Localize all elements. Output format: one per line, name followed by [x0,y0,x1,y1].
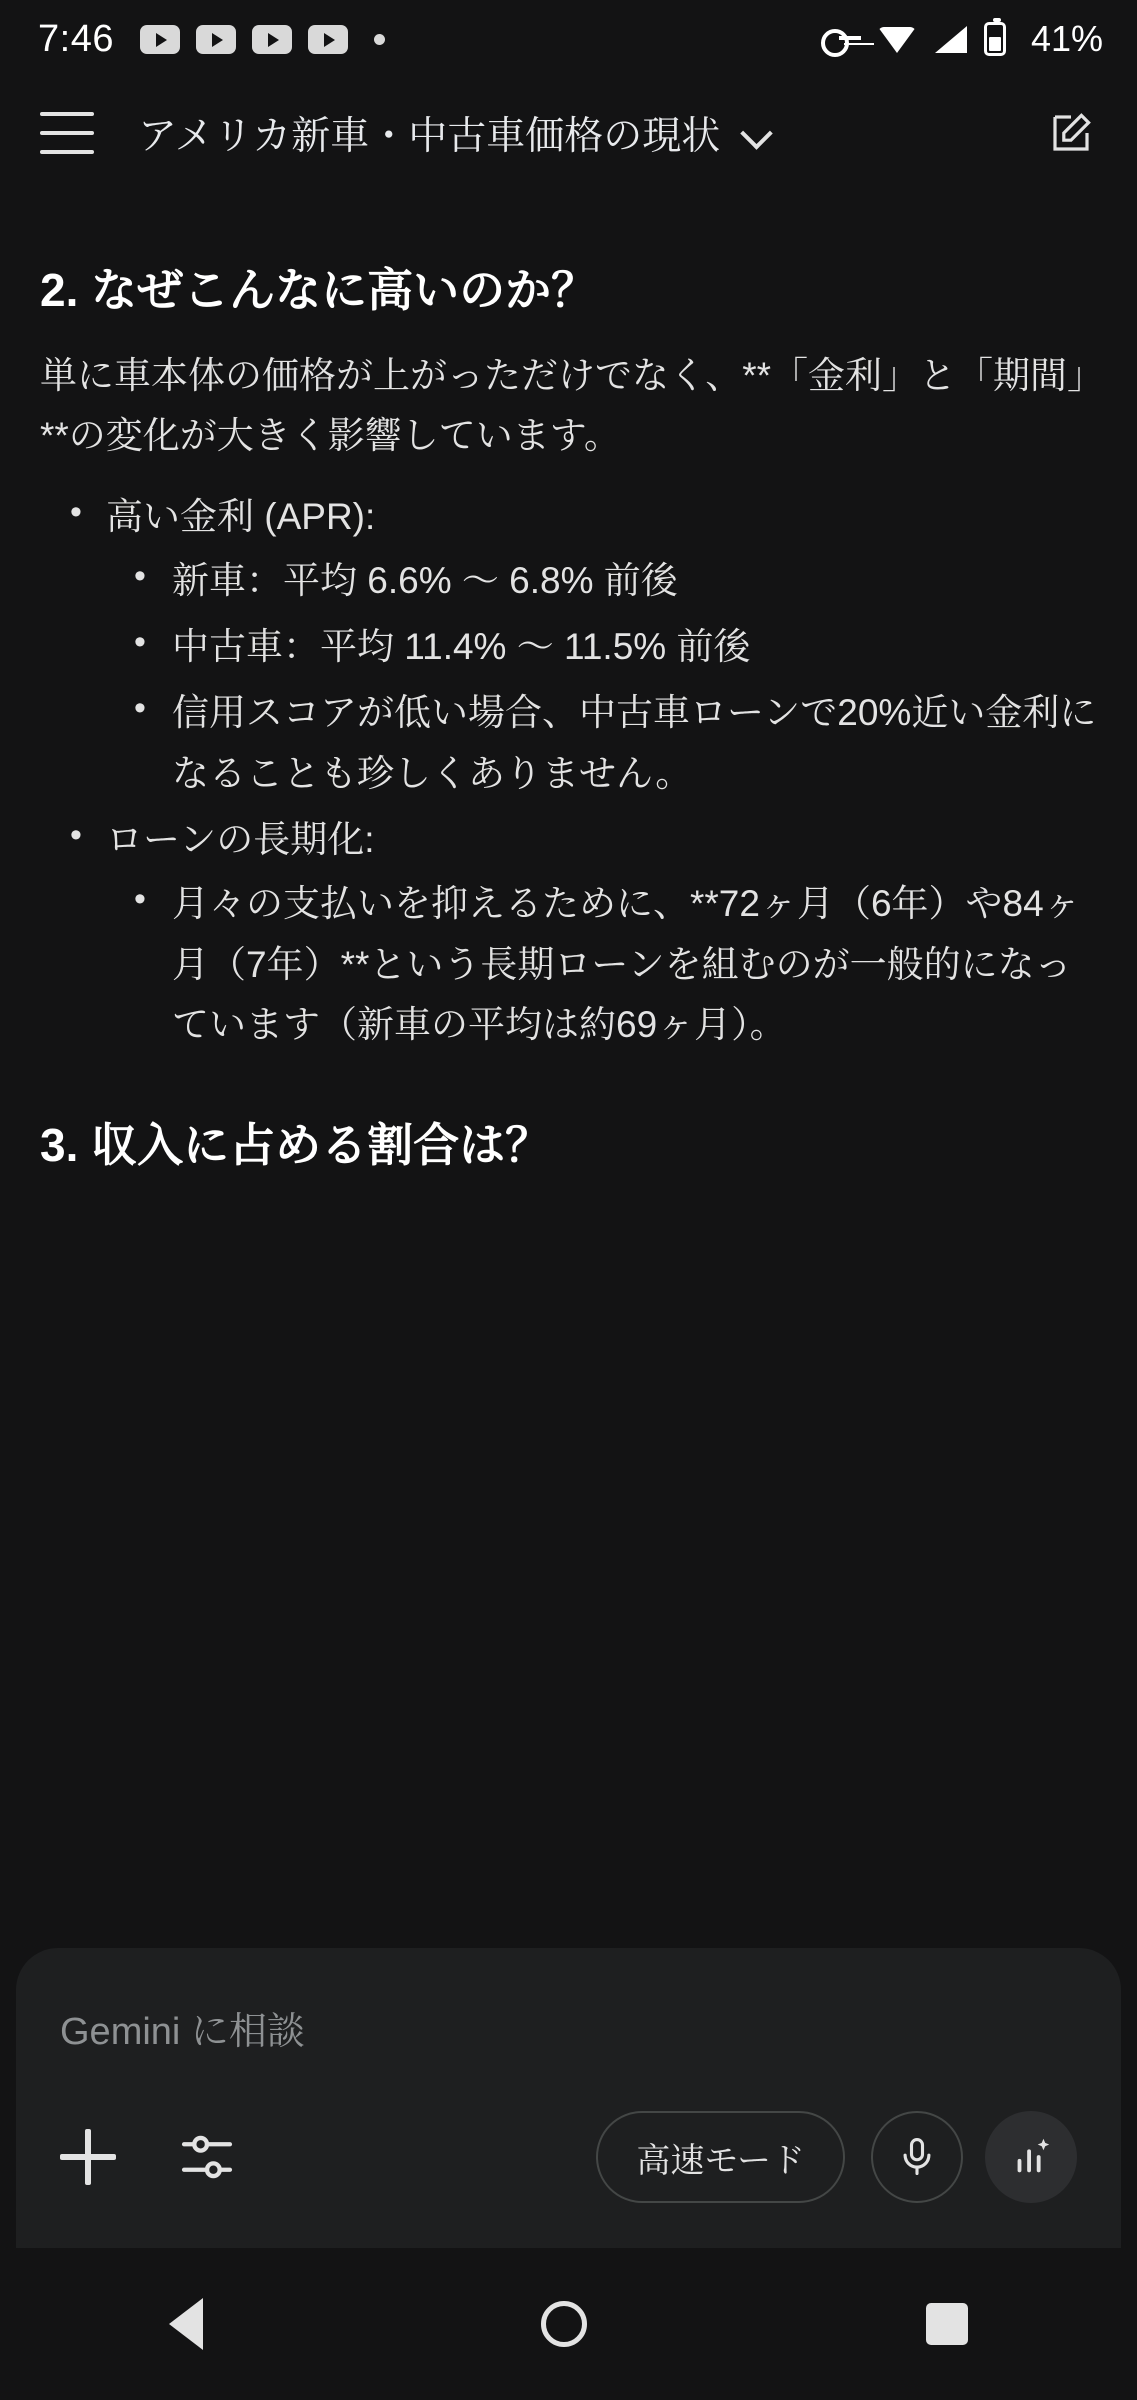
sparkle-waveform-icon[interactable] [985,2111,1077,2203]
youtube-icon [196,25,236,54]
section-3-number: 3. [40,1119,79,1172]
prompt-toolbar [60,2111,1077,2203]
section-2-heading [40,254,1097,320]
youtube-icon [308,25,348,54]
chevron-down-icon[interactable] [742,118,772,148]
list-item [62,810,1097,1055]
youtube-icon [252,25,292,54]
battery-icon [984,22,1006,56]
hamburger-icon[interactable] [40,112,94,154]
sub-bullet-list [128,874,1097,1055]
youtube-icon [140,25,180,54]
wifi-icon [878,25,916,53]
battery-percent-label: 41% [1030,18,1103,59]
section-3-title: 収入に占める割合は？ [78,1119,552,1172]
prompt-input[interactable]: Gemini に相談 [60,2011,305,2053]
mode-chip[interactable]: 高速モード [596,2111,845,2203]
status-bar [0,0,1137,78]
status-notification-icons [140,25,385,54]
page-title: アメリカ新車・中古車価格の現状 [138,115,721,158]
home-circle-icon[interactable] [541,2301,587,2347]
bullet-label: 高い金利 (APR): [106,495,376,537]
status-system-icons [821,18,1103,60]
section-2-paragraph: 単に車本体の価格が上がっただけでなく、**「金利」と「期間」**の変化が大きく影響しています。 [40,355,1086,457]
list-item [62,487,1097,804]
app-bar [0,78,1137,188]
section-3-heading [40,1109,1097,1175]
recents-square-icon[interactable] [926,2303,968,2345]
section-2-number: 2. [40,264,79,316]
sub-bullet-list [128,551,1097,804]
compose-icon[interactable] [1047,109,1095,157]
section-2-bullet-list [62,487,1097,1056]
plus-icon[interactable] [60,2129,116,2185]
status-time: 7:46 [38,17,114,60]
list-item: • 中古車：平均 11.4% 〜 11.5% 前後 [128,617,1097,677]
system-navigation-bar [0,2248,1137,2400]
vpn-key-icon [821,28,861,50]
tune-icon[interactable] [176,2129,238,2185]
dot-icon [374,34,385,45]
bullet-label: ローンの長期化: [106,819,375,861]
list-item: • 新車：平均 6.6% 〜 6.8% 前後 [128,551,1097,611]
back-triangle-icon[interactable] [169,2298,203,2350]
prompt-input-sheet[interactable] [16,1948,1121,2248]
microphone-icon[interactable] [871,2111,963,2203]
signal-icon [933,25,967,53]
section-2-title: なぜこんなに高いのか？ [78,264,598,316]
list-item: • 信用スコアが低い場合、中古車ローンで20%近い金利になることも珍しくありません。 [128,683,1097,804]
list-item: • 月々の支払いを抑えるために、**72ヶ月（6年）や84ヶ月（7年）**という長期ローンを組むのが一般的になっています（新車の平均は約69ヶ月）。 [128,874,1097,1055]
